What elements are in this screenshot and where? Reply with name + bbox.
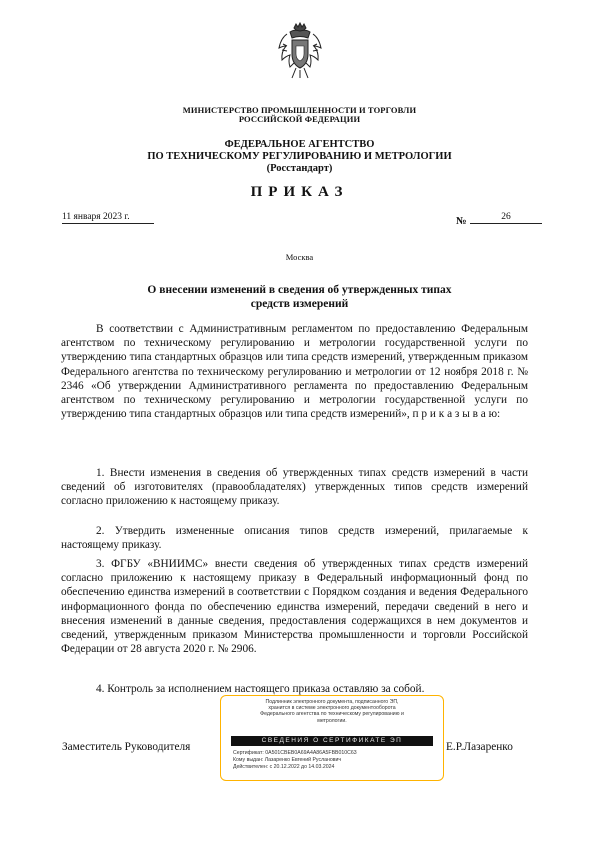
agency-line-1: ФЕДЕРАЛЬНОЕ АГЕНТСТВО [224, 139, 375, 150]
stamp-line-2: хранится в системе электронного документооборота [268, 705, 396, 712]
city: Москва [285, 252, 314, 262]
stamp-validity: Действителен: с 20.12.2022 до 14.03.2024 [233, 764, 335, 770]
order-item-1: 1. Внести изменения в сведения об утвержденных типах средств измерений в части сведений об изготовителях (правообладателях) утвержденных типов средств измерений согласно приложению к настоящему приказу. [61, 467, 528, 508]
order-subject [0, 283, 599, 311]
signer-position: Заместитель Руководителя [62, 741, 191, 753]
order-item-4: 4. Контроль за исполнением настоящего приказа оставляю за собой. [96, 683, 425, 695]
stamp-issued-to: Кому выдан: Лазаренко Евгений Русланович [233, 757, 342, 763]
agency-line-2: ПО ТЕХНИЧЕСКОМУ РЕГУЛИРОВАНИЮ И МЕТРОЛОГИИ [147, 151, 452, 162]
order-number: 26 [470, 212, 542, 224]
agency-header [0, 139, 599, 175]
stamp-header [225, 699, 439, 724]
ministry-line-1: МИНИСТЕРСТВО ПРОМЫШЛЕННОСТИ И ТОРГОВЛИ [182, 105, 417, 115]
order-date: 11 января 2023 г. [62, 212, 154, 224]
stamp-certificate-info [233, 750, 357, 771]
subject-line-2: средств измерений [250, 298, 349, 310]
signer-name: Е.Р.Лазаренко [446, 741, 513, 753]
order-number-label: № [456, 216, 467, 227]
stamp-certificate-id: Сертификат: 0A501CBEB0A69A4A86A5FBB010C63 [233, 750, 357, 756]
order-item-2: 2. Утвердить измененные описания типов средств измерений, прилагаемые к настоящему приказу. [61, 525, 528, 552]
preamble-paragraph: В соответствии с Административным регламентом по предоставлению Федеральным агентством по техническому регулированию и метрологии государственной услуги по утверждению типа стандартных образцов или типа средств измерений, утвержденным приказом Федерального агентства по техническому регулированию и метрологии от 12 ноября 2018 г. № 2346 «Об утверждении Административного регламента по предоставлению Федеральным агентством по техническому регулированию и метрологии государственной услуги по утверждению типа стандартных образцов или типа средств измерений», п р и к а з ы в а ю: [61, 323, 528, 421]
agency-line-3: (Росстандарт) [266, 163, 333, 174]
coat-of-arms-emblem-icon [276, 22, 324, 82]
stamp-line-1: Подлинник электронного документа, подписанного ЭП, [265, 699, 399, 705]
subject-line-1: О внесении изменений в сведения об утвержденных типах [147, 284, 452, 296]
ministry-line-2: РОССИЙСКОЙ ФЕДЕРАЦИИ [238, 114, 361, 124]
electronic-signature-stamp [220, 695, 444, 781]
ministry-header [0, 106, 599, 124]
document-type-title: ПРИКАЗ [250, 184, 349, 200]
order-item-3: 3. ФГБУ «ВНИИМС» внести сведения об утвержденных типах средств измерений согласно приложению к настоящему приказу в Федеральный информационный фонд по обеспечению единства измерений в соответствии с Порядком создания и ведения Федерального информационного фонда по обеспечению единства измерений, передачи сведений в него и внесения изменений в данные сведения, предоставления содержащихся в нем документов и сведений, утвержденным приказом Министерства промышленности и торговли Российской Федерации от 28 августа 2020 г. № 2906. [61, 558, 528, 656]
stamp-line-4: метрологии. [317, 717, 347, 724]
stamp-line-3: Федерального агентства по техническому регулированию и [260, 711, 404, 718]
stamp-certificate-bar: СВЕДЕНИЯ О СЕРТИФИКАТЕ ЭП [231, 736, 433, 746]
